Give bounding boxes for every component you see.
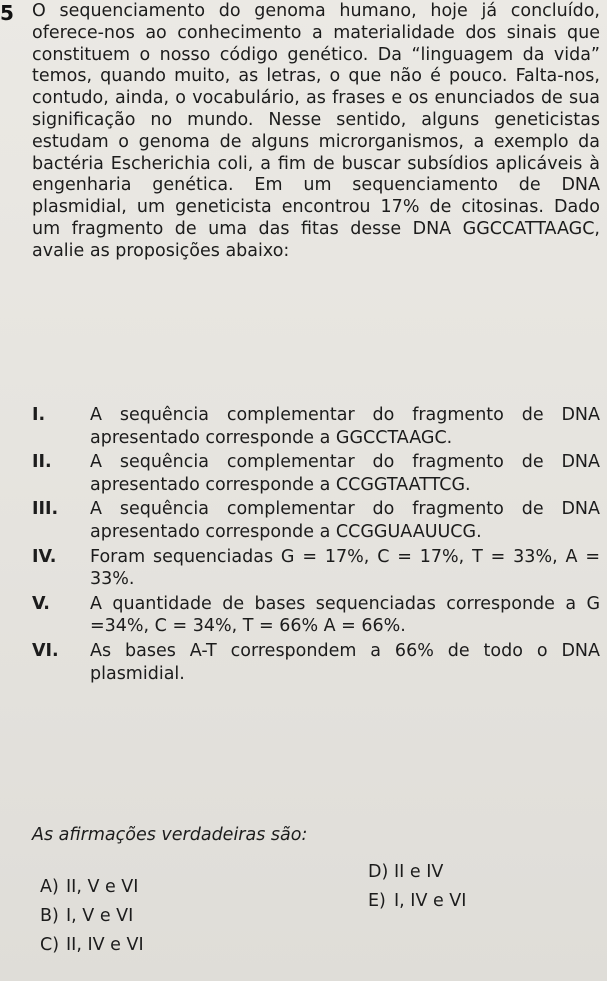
proposition-text: Foram sequenciadas G = 17%, C = 17%, T = 33%, A = 33%. xyxy=(90,546,600,590)
proposition-text: A sequência complementar do fragmento de DNA apresentado corresponde a GGCCTAAGC. xyxy=(90,405,600,448)
question-number: 5 xyxy=(0,1,14,25)
proposition-text: A quantidade de bases sequenciadas corresponde a G =34%, C = 34%, T = 66% A = 66%. xyxy=(90,593,600,637)
proposition-numeral: IV. xyxy=(32,546,57,567)
question-prompt: As afirmações verdadeiras são: xyxy=(32,825,308,845)
option-letter: D) xyxy=(368,862,389,882)
option-letter: B) xyxy=(40,906,59,926)
proposition-4 xyxy=(32,546,600,591)
option-text: II e IV xyxy=(394,862,444,882)
option-text: II, V e VI xyxy=(66,877,139,897)
option-d[interactable] xyxy=(368,861,443,883)
option-letter: E) xyxy=(368,891,386,911)
proposition-6 xyxy=(32,640,600,685)
option-letter: C) xyxy=(40,935,60,955)
proposition-2 xyxy=(32,451,600,496)
proposition-numeral: I. xyxy=(32,405,46,425)
option-text: II, IV e VI xyxy=(66,935,144,955)
intro-paragraph: O sequenciamento do genoma humano, hoje já concluído, oferece-nos ao conhecimento a materialidade dos sinais que constituem o nosso código genético. Da “linguagem da vida” temos, quando muito, as letras, o que não é pouco. Falta-nos, contudo, ainda, o vocabulário, as frases e os enunciados de sua significação no mundo. Nesse sentido, alguns geneticistas estudam o genoma de alguns microrganismos, a exemplo da bactéria Escherichia coli, a fim de buscar subsídios aplicáveis à engenharia genética. Em um sequenciamento de DNA plasmidial, um geneticista encontrou 17% de citosinas. Dado um fragmento de uma das fitas desse DNA GGCCATTAAGC, avalie as proposições abaixo: xyxy=(32,1,600,261)
option-e[interactable] xyxy=(368,890,466,912)
proposition-numeral: VI. xyxy=(32,640,59,661)
proposition-5 xyxy=(32,593,600,638)
option-text: I, IV e VI xyxy=(394,891,467,911)
option-a[interactable] xyxy=(40,876,138,898)
proposition-numeral: III. xyxy=(32,499,59,520)
proposition-numeral: II. xyxy=(32,452,52,473)
option-letter: A) xyxy=(40,877,59,897)
proposition-1 xyxy=(32,404,600,449)
proposition-text: A sequência complementar do fragmento de DNA apresentado corresponde a CCGGUAAUUCG. xyxy=(90,499,600,542)
proposition-text: A sequência complementar do fragmento de DNA apresentado corresponde a CCGGTAATTCG. xyxy=(90,452,600,495)
option-c[interactable] xyxy=(40,934,144,956)
option-text: I, V e VI xyxy=(66,906,134,926)
proposition-text: As bases A-T correspondem a 66% de todo o DNA plasmidial. xyxy=(90,640,600,684)
option-b[interactable] xyxy=(40,905,133,927)
proposition-numeral: V. xyxy=(32,593,50,614)
propositions-list xyxy=(32,404,600,687)
proposition-3 xyxy=(32,498,600,543)
